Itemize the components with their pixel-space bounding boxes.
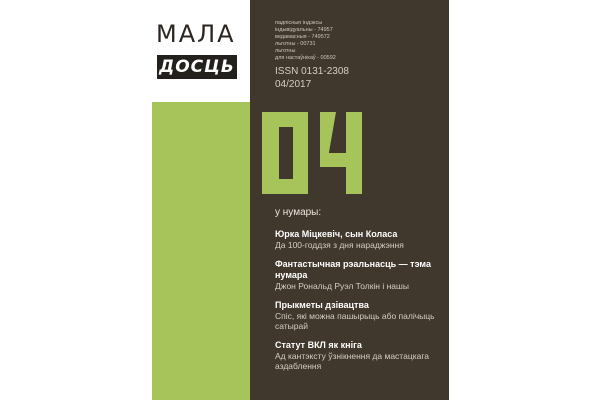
contents-header: у нумары: [275, 207, 322, 218]
logo-title-bottom: ДОСЦЬ [157, 55, 237, 79]
toc-item [275, 229, 435, 250]
toc-subtitle: Да 100-годдзя з дня нараджэння [275, 240, 404, 250]
subscription-indexes [275, 20, 336, 62]
toc-subtitle: Ад кантэксту ўзнікнення да мастацкага аздаблення [275, 351, 429, 371]
subscription-line: льготны - 00731 [275, 41, 316, 47]
green-panel [152, 102, 250, 400]
issn-number: ISSN 0131-2308 [275, 66, 349, 77]
toc-item [275, 340, 435, 371]
logo-background [152, 0, 250, 102]
logo-title-top: МАЛА [156, 20, 236, 48]
subscription-line: льготны [275, 48, 296, 54]
issue-number-graphic [262, 112, 362, 194]
subscription-line: індывідуальны - 74957 [275, 27, 333, 33]
subscription-line: ведамасныя - 749572 [275, 34, 330, 40]
toc-title: Фантастычная рэальнасць — тэма нумара [275, 259, 431, 280]
toc-subtitle: Спіс, які можна пашырыць або палічыць сатырай [275, 311, 435, 331]
toc-title: Юрка Міцкевіч, сын Коласа [275, 229, 398, 239]
toc-item [275, 259, 435, 291]
magazine-cover [152, 0, 449, 400]
toc-title: Статут ВКЛ як кніга [275, 340, 362, 350]
subscription-line: падпісныя індэксы [275, 20, 323, 26]
table-of-contents [275, 229, 435, 380]
issue-date: 04/2017 [275, 79, 312, 90]
toc-subtitle: Джон Рональд Руэл Толкін і нашы [275, 281, 409, 291]
subscription-line: для настаўнікаў - 00592 [275, 55, 336, 61]
toc-item [275, 300, 435, 331]
toc-title: Прыкметы дзівацтва [275, 300, 369, 310]
